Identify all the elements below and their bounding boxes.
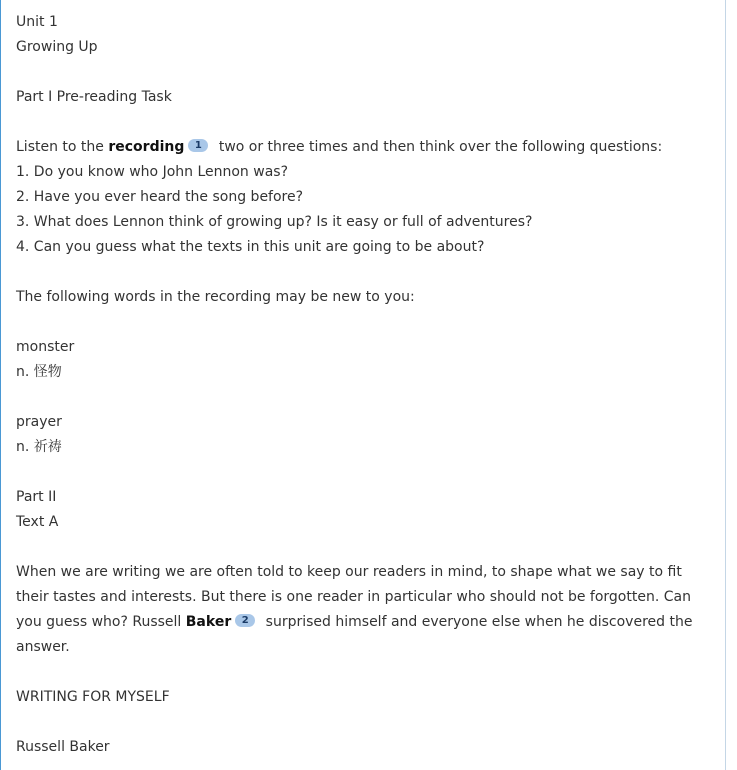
text-title: WRITING FOR MYSELF xyxy=(16,689,170,705)
unit-title: Growing Up xyxy=(16,39,98,55)
text-author: Russell Baker xyxy=(16,739,110,755)
part1-intro xyxy=(16,135,725,160)
question-item: 2. Have you ever heard the song before? xyxy=(16,189,304,205)
intro-text-after: two or three times and then think over the following questions: xyxy=(214,139,663,155)
para-text-before: When we are writing we are often told to keep our readers in mind, to shape what we say to fit their tastes and interests. But there is one reader in particular who should not be forgotten. Can you guess who? Russell xyxy=(16,564,691,630)
question-item: 4. Can you guess what the texts in this unit are going to be about? xyxy=(16,239,485,255)
question-item: 1. Do you know who John Lennon was? xyxy=(16,164,289,180)
part2-heading: Part II xyxy=(16,489,57,505)
vocab-word: prayer xyxy=(16,414,62,430)
vocab-word: monster xyxy=(16,339,75,355)
text-a-heading: Text A xyxy=(16,514,59,530)
unit-number: Unit 1 xyxy=(16,14,58,30)
footnote-badge-2[interactable]: 2 xyxy=(235,614,255,627)
vocab-definition: n. 怪物 xyxy=(16,364,62,380)
intro-text-before: Listen to the xyxy=(16,139,109,155)
question-item: 3. What does Lennon think of growing up? Is it easy or full of adventures? xyxy=(16,214,533,230)
para-text-after: surprised himself and everyone else when he discovered the answer. xyxy=(16,614,693,655)
vocab-intro: The following words in the recording may be new to you: xyxy=(16,289,415,305)
part1-heading: Part I Pre-reading Task xyxy=(16,89,172,105)
footnote-badge-1[interactable]: 1 xyxy=(188,139,208,152)
vocab-definition: n. 祈祷 xyxy=(16,439,62,455)
text-a-intro-paragraph xyxy=(16,560,716,660)
recording-link[interactable]: recording xyxy=(108,139,185,155)
baker-link[interactable]: Baker xyxy=(185,614,232,630)
